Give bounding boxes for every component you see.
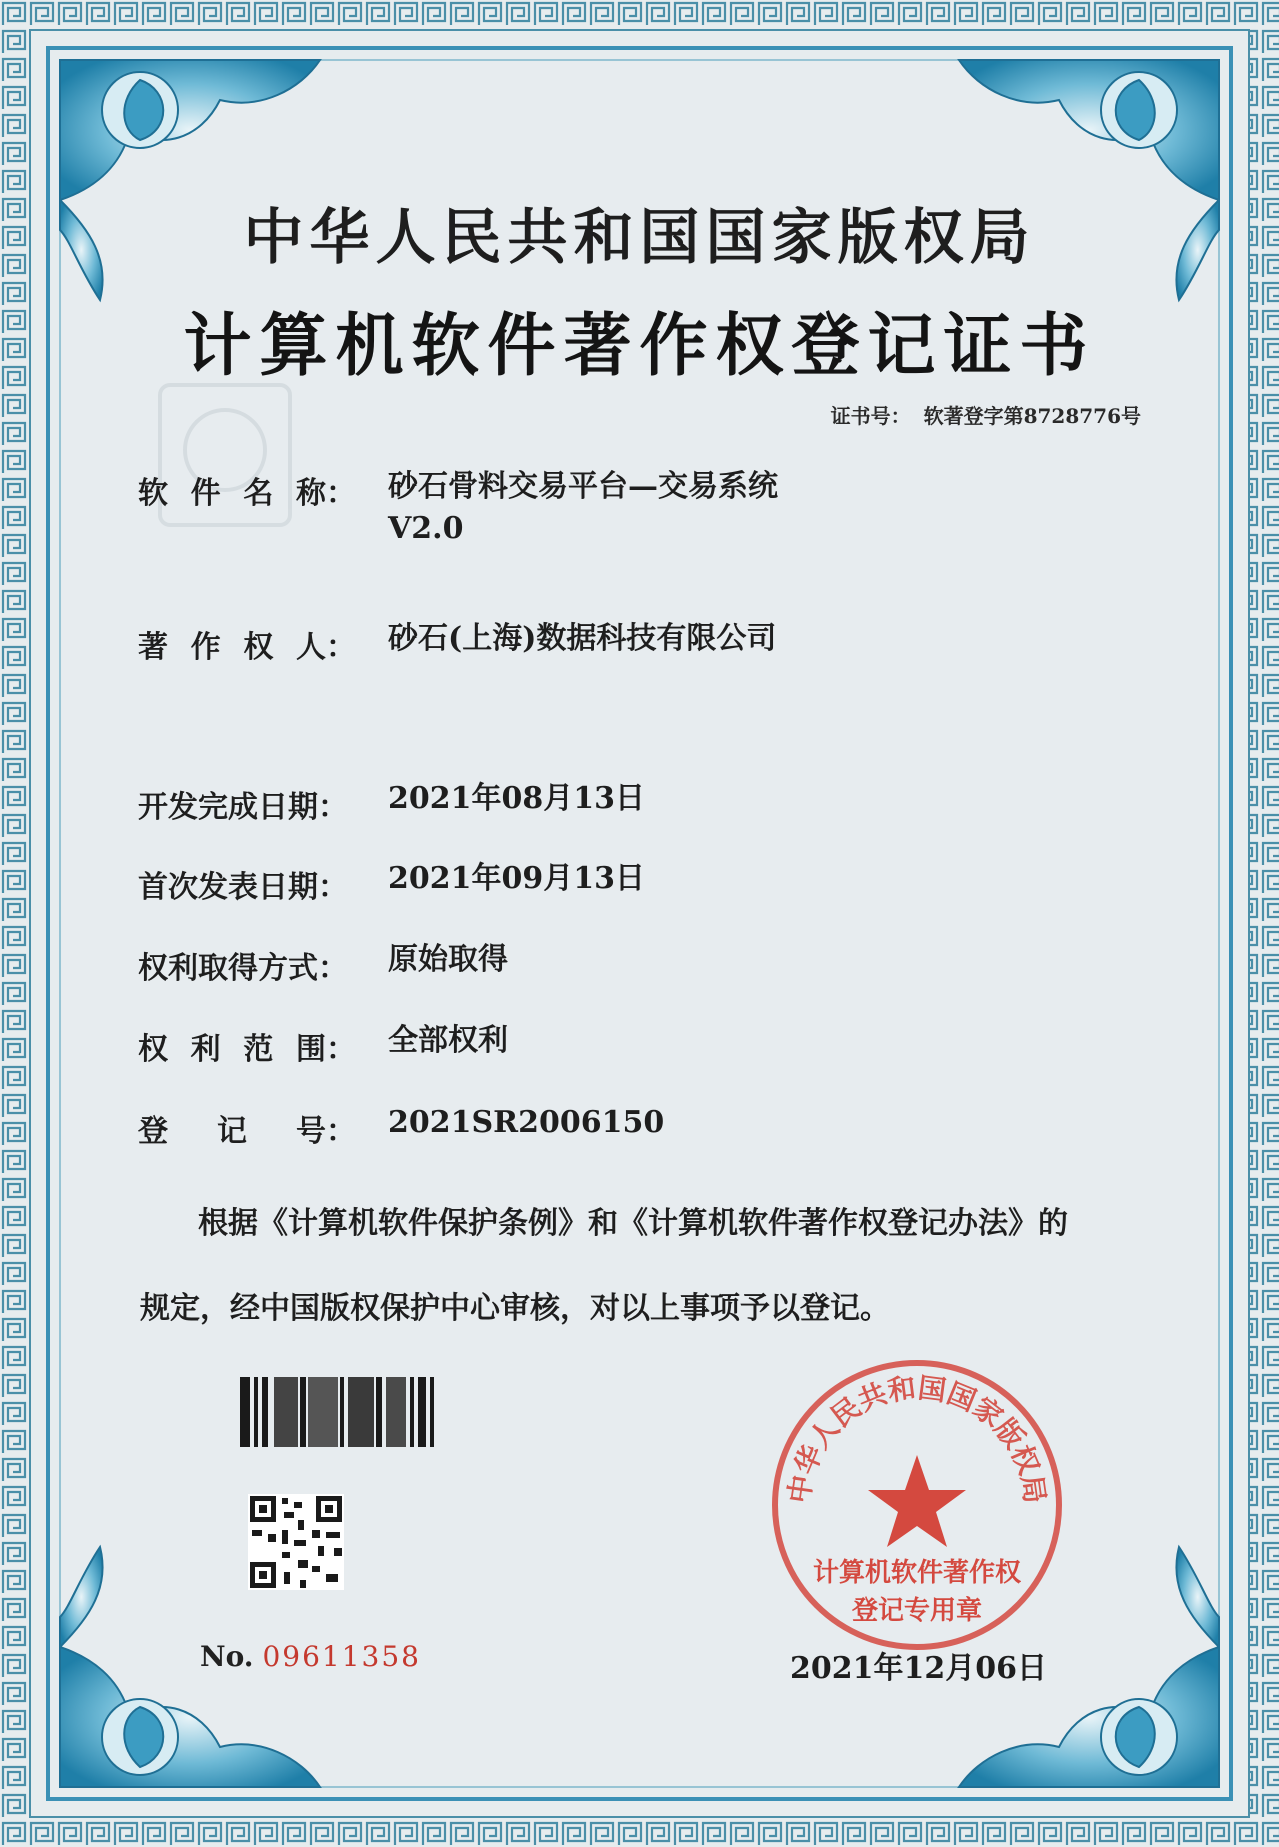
dev-completion-date-value: 2021年08月13日 — [388, 781, 645, 816]
serial-prefix: No. — [200, 1640, 254, 1673]
copyright-owner-label: 著 作 权 人： — [138, 630, 356, 665]
software-name-label: 软 件 名 称： — [138, 476, 356, 511]
certificate-title: 计算机软件著作权登记证书 — [183, 306, 1096, 386]
qr-code — [248, 1494, 344, 1590]
registration-number-value: 2021SR2006150 — [388, 1105, 665, 1140]
software-name-value — [388, 466, 778, 550]
first-publish-date-value: 2021年09月13日 — [388, 861, 645, 896]
svg-text:中华人民共和国国家版权局: 中华人民共和国国家版权局 — [782, 1371, 1052, 1506]
software-name-line1: 砂石骨料交易平台—交易系统 — [388, 469, 778, 504]
certificate-number-label: 证书号： — [830, 404, 911, 428]
acquisition-method-label: 权利取得方式： — [138, 951, 348, 986]
acquisition-method-value: 原始取得 — [388, 942, 508, 977]
serial-number — [200, 1640, 421, 1673]
first-publish-date-label: 首次发表日期： — [138, 870, 348, 905]
certificate-number — [825, 400, 1141, 429]
issue-date: 2021年12月06日 — [790, 1651, 1047, 1686]
rights-scope-label: 权 利 范 围： — [138, 1032, 356, 1067]
seal-line1: 计算机软件著作权 — [812, 1558, 1021, 1588]
statement-line1: 根据《计算机软件保护条例》和《计算机软件著作权登记办法》的 — [198, 1206, 1068, 1241]
statement-line2: 规定，经中国版权保护中心审核，对以上事项予以登记。 — [140, 1291, 890, 1326]
rights-scope-value: 全部权利 — [388, 1023, 508, 1058]
serial-value: 09611358 — [262, 1640, 421, 1673]
seal-line2: 登记专用章 — [851, 1596, 982, 1626]
software-name-line2: V2.0 — [388, 511, 464, 546]
registration-number-label: 登 记 号： — [138, 1114, 356, 1149]
certificate-number-value: 软著登字第8728776号 — [923, 404, 1141, 428]
issuing-authority: 中华人民共和国国家版权局 — [243, 203, 1036, 273]
dev-completion-date-label: 开发完成日期： — [138, 790, 348, 825]
copyright-owner-value: 砂石(上海)数据科技有限公司 — [388, 621, 777, 656]
